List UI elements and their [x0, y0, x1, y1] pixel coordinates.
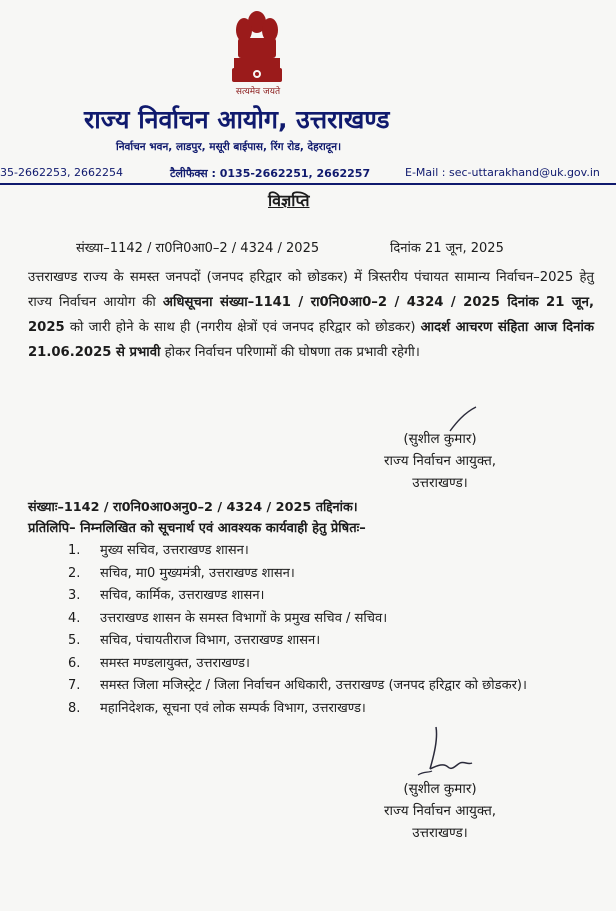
list-item: 4. उत्तराखण्ड शासन के समस्त विभागों के प्रमुख सचिव / सचिव।	[68, 610, 388, 626]
signatory-block	[384, 428, 496, 494]
organization-address: निर्वाचन भवन, लाडपुर, मसूरी बाईपास, रिंग रोड, देहरादून।	[116, 141, 342, 153]
signatory-designation: राज्य निर्वाचन आयुक्त,	[384, 453, 497, 469]
copy-to-title: प्रतिलिपि– निम्नलिखित को सूचनार्थ एवं आवश्यक कार्यवाही हेतु प्रेषितः–	[28, 521, 366, 536]
list-item: 3. सचिव, कार्मिक, उत्तराखण्ड शासन।	[68, 588, 265, 603]
header-divider	[0, 183, 616, 185]
phone-numbers: 35-2662253, 2662254	[0, 166, 123, 179]
list-item: 7. समस्त जिला मजिस्ट्रेट / जिला निर्वाचन अधिकारी, उत्तराखण्ड (जनपद हरिद्वार को छोडकर)।	[68, 678, 527, 693]
national-emblem-icon	[228, 8, 286, 96]
notice-body	[28, 265, 594, 365]
signatory-name: (सुशील कुमार)	[403, 781, 477, 797]
body-text-3: होकर निर्वाचन परिणामों की घोषणा तक प्रभावी रहेगी।	[160, 345, 420, 360]
copy-reference: संख्याः–1142 / रा0नि0आ0अनु0–2 / 4324 / 2025 तद्दिनांक।	[28, 500, 358, 515]
list-item: 6. समस्त मण्डलायुक्त, उत्तराखण्ड।	[68, 655, 250, 671]
copy-to-list	[68, 540, 588, 720]
email-address: E-Mail : sec-uttarakhand@uk.gov.in	[405, 166, 600, 179]
body-notification-ref: अधिसूचना संख्या–1141 / रा0नि0आ0–2 / 4324 / 2025 दिनांक 21 जून, 2025	[28, 295, 594, 335]
signatory-name: (सुशील कुमार)	[403, 431, 477, 447]
emblem-motto: सत्यमेव जयते	[235, 87, 281, 97]
reference-number: संख्या–1142 / रा0नि0आ0–2 / 4324 / 2025	[76, 241, 320, 256]
body-text-1: उत्तराखण्ड राज्य के समस्त जनपदों (जनपद हरिद्वार को छोडकर) में त्रिस्तरीय पंचायत सामान्य निर्वाचन–2025 हेतु राज्य निर्वाचन आयोग की	[28, 270, 594, 310]
signature-icon	[408, 725, 478, 785]
signatory-state: उत्तराखण्ड।	[412, 475, 468, 491]
list-item: 1. मुख्य सचिव, उत्तराखण्ड शासन।	[68, 543, 249, 558]
signatory-state: उत्तराखण्ड।	[412, 825, 468, 841]
signatory-block-copy	[384, 778, 496, 844]
organization-name: राज्य निर्वाचन आयोग, उत्तराखण्ड	[84, 105, 390, 134]
signatory-designation: राज्य निर्वाचन आयुक्त,	[384, 803, 497, 819]
reference-date: दिनांक 21 जून, 2025	[390, 241, 504, 256]
list-item: 8. महानिदेशक, सूचना एवं लोक सम्पर्क विभाग, उत्तराखण्ड।	[68, 700, 366, 716]
notice-title: विज्ञप्ति	[268, 191, 310, 210]
list-item: 2. सचिव, मा0 मुख्यमंत्री, उत्तराखण्ड शासन।	[68, 565, 295, 581]
list-item: 5. सचिव, पंचायतीराज विभाग, उत्तराखण्ड शासन।	[68, 633, 321, 648]
telefax-numbers: टैलीफैक्स : 0135-2662251, 2662257	[170, 167, 371, 180]
body-code-of-conduct: आदर्श आचरण संहिता आज दिनांक 21.06.2025 से प्रभावी	[28, 320, 594, 360]
body-text-2: को जारी होने के साथ ही (नगरीय क्षेत्रों एवं जनपद हरिद्वार को छोडकर)	[64, 320, 421, 335]
